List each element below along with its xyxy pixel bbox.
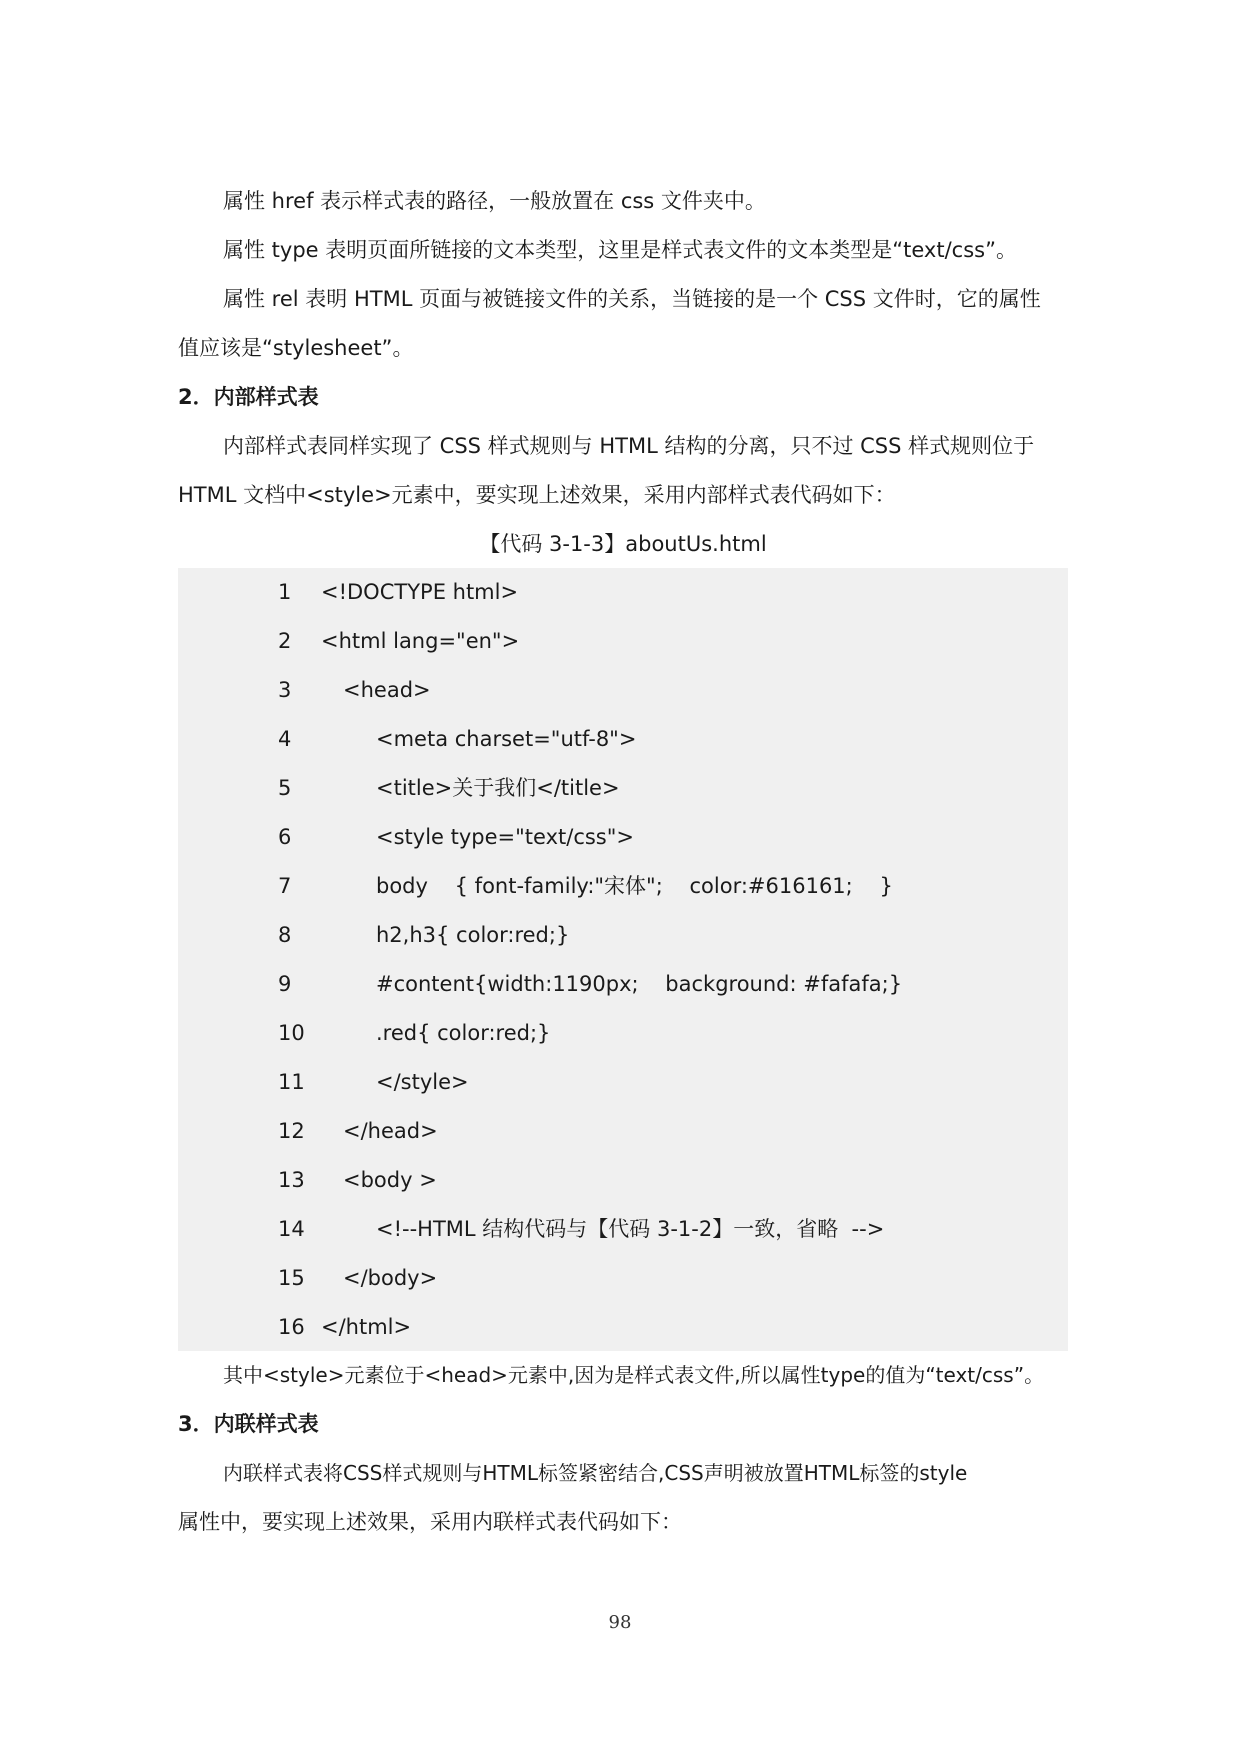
line-number: 2 [278, 629, 292, 653]
paragraph-after-code: 其中<style>元素位于<head>元素中,因为是样式表文件,所以属性type的值为“text/css”。 [223, 1363, 1045, 1387]
code-text: <title>关于我们</title> [376, 776, 620, 800]
code-text: <html lang="en"> [321, 629, 520, 653]
code-line [178, 911, 1068, 960]
code-text: </body> [343, 1266, 438, 1290]
code-line [178, 1254, 1068, 1303]
code-line [178, 764, 1068, 813]
line-number: 13 [278, 1168, 305, 1192]
code-text: <head> [343, 678, 431, 702]
code-line [178, 1156, 1068, 1205]
line-number: 1 [278, 580, 292, 604]
code-text: </head> [343, 1119, 438, 1143]
code-caption: 【代码 3-1-3】aboutUs.html [479, 532, 767, 556]
code-text: </style> [376, 1070, 469, 1094]
line-number: 10 [278, 1021, 305, 1045]
code-line [178, 1107, 1068, 1156]
code-text: #content{width:1190px; background: #fafafa;} [376, 972, 903, 996]
line-number: 7 [278, 874, 292, 898]
page-number: 98 [608, 1612, 632, 1633]
code-line [178, 813, 1068, 862]
code-text: h2,h3{ color:red;} [376, 923, 570, 947]
line-number: 14 [278, 1217, 305, 1241]
paragraph-rel-continued: 值应该是“stylesheet”。 [178, 336, 414, 360]
line-number: 9 [278, 972, 292, 996]
code-text: <!DOCTYPE html> [321, 580, 519, 604]
code-line [178, 960, 1068, 1009]
code-line [178, 1009, 1068, 1058]
paragraph-internal-1: 内部样式表同样实现了 CSS 样式规则与 HTML 结构的分离，只不过 CSS 样式规则位于 [223, 434, 1035, 458]
paragraph-rel: 属性 rel 表明 HTML 页面与被链接文件的关系，当链接的是一个 CSS 文件时，它的属性 [223, 287, 1041, 311]
code-text: <meta charset="utf-8"> [376, 727, 637, 751]
code-block [178, 568, 1068, 1351]
line-number: 11 [278, 1070, 305, 1094]
line-number: 5 [278, 776, 292, 800]
code-line [178, 862, 1068, 911]
code-line [178, 568, 1068, 617]
paragraph-href: 属性 href 表示样式表的路径，一般放置在 css 文件夹中。 [223, 189, 766, 213]
line-number: 6 [278, 825, 292, 849]
code-line [178, 1205, 1068, 1254]
paragraph-type: 属性 type 表明页面所链接的文本类型，这里是样式表文件的文本类型是“text/css”。 [223, 238, 1017, 262]
line-number: 3 [278, 678, 292, 702]
code-text: <body > [343, 1168, 437, 1192]
code-text: <style type="text/css"> [376, 825, 634, 849]
code-text: <!--HTML 结构代码与【代码 3-1-2】一致，省略 --> [376, 1217, 885, 1241]
paragraph-inline-1: 内联样式表将CSS样式规则与HTML标签紧密结合,CSS声明被放置HTML标签的style [223, 1461, 968, 1485]
code-line [178, 617, 1068, 666]
code-text: </html> [321, 1315, 412, 1339]
code-line [178, 1303, 1068, 1352]
line-number: 16 [278, 1315, 305, 1339]
line-number: 12 [278, 1119, 305, 1143]
line-number: 8 [278, 923, 292, 947]
line-number: 4 [278, 727, 292, 751]
line-number: 15 [278, 1266, 305, 1290]
code-line [178, 1058, 1068, 1107]
paragraph-internal-2: HTML 文档中<style>元素中，要实现上述效果，采用内部样式表代码如下： [178, 483, 896, 507]
section-heading-internal-stylesheet: 2．内部样式表 [178, 385, 319, 409]
code-line [178, 715, 1068, 764]
paragraph-inline-2: 属性中，要实现上述效果，采用内联样式表代码如下： [178, 1510, 682, 1534]
code-text: body { font-family:"宋体"; color:#616161; } [376, 874, 893, 898]
code-text: .red{ color:red;} [376, 1021, 551, 1045]
code-line [178, 666, 1068, 715]
section-heading-inline-stylesheet: 3．内联样式表 [178, 1412, 319, 1436]
